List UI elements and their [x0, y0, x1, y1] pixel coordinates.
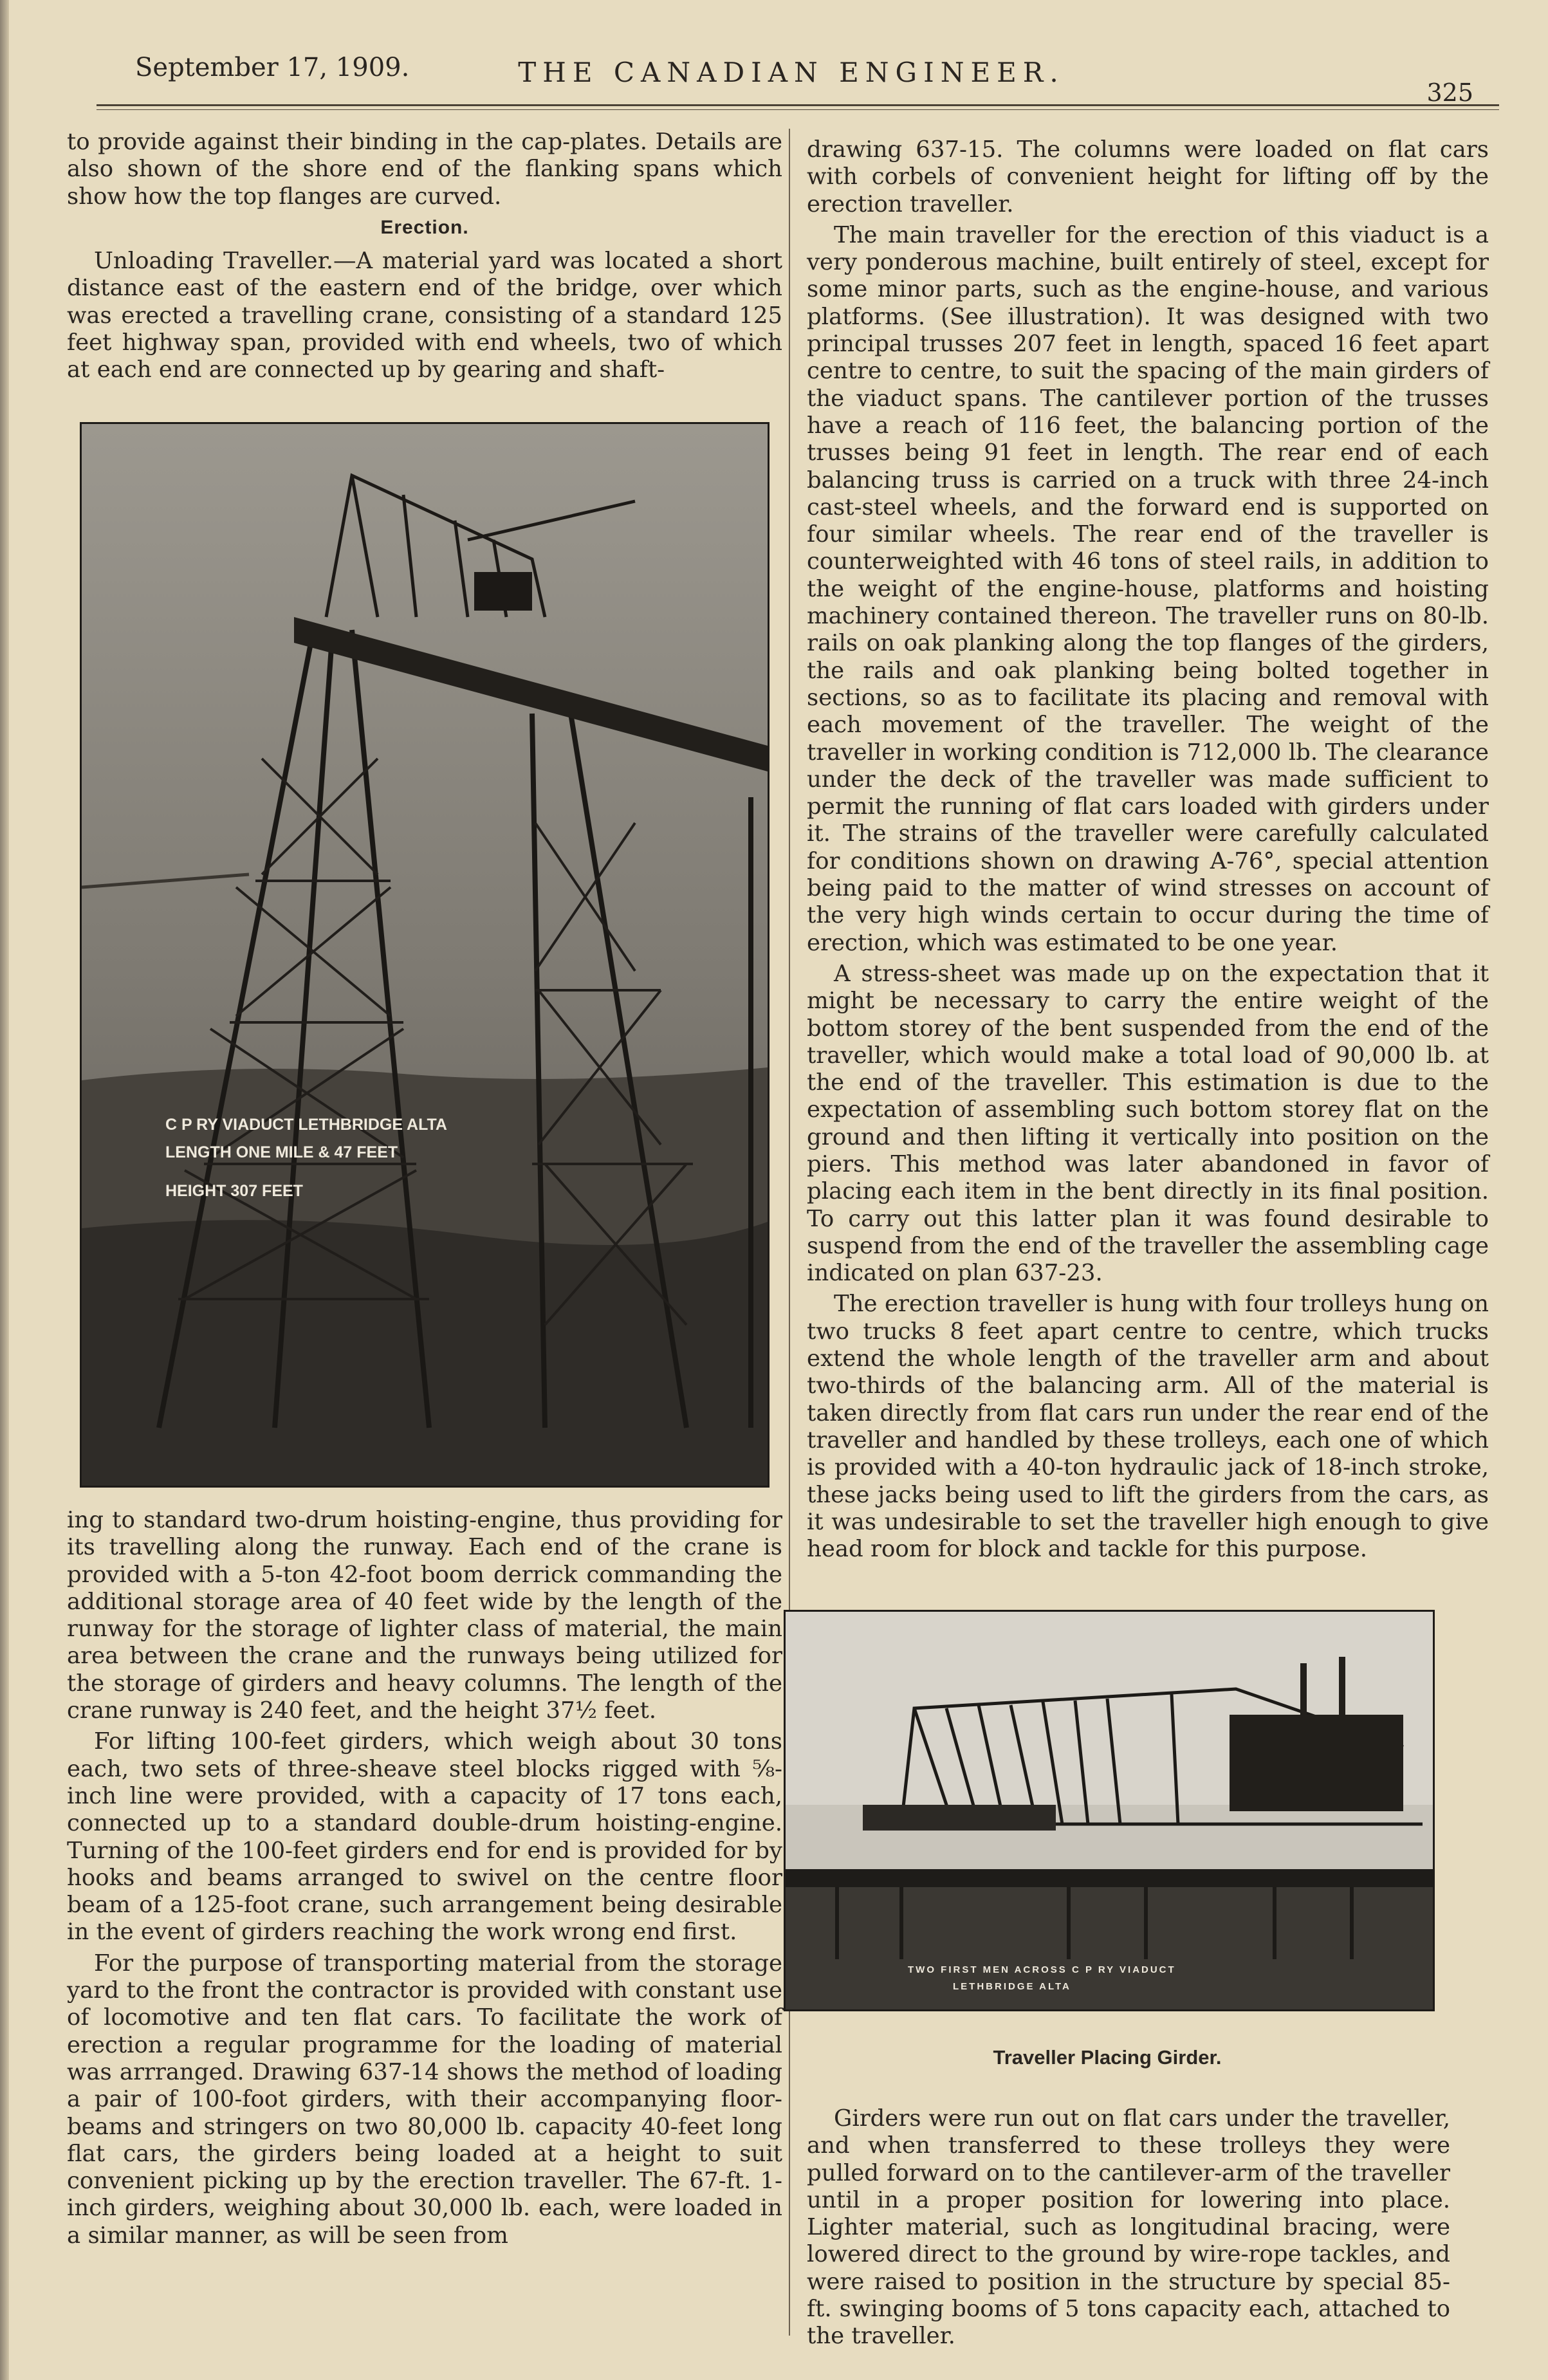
header-rule: [97, 104, 1499, 106]
transporting-material-paragraph: For the purpose of transporting material from the storage yard to the front the contractor is provided with constant use of locomotive and ten flat cars. To facilitate the work of erection a regular programme for the loading of material was arrranged. Drawing 637-14 shows the method of loading a pair of 100-foot girders, with their accompanying floor-beams and stringers on two 80,000 lb. capacity 40-feet long flat cars, the girders being loaded at a height to suit convenient picking up by the erection traveller. The 67-ft. 1-inch girders, weighing about 30,000 lb. each, were loaded in a similar manner, as will be seen from: [67, 1950, 782, 2249]
traveller-photo-caption: Traveller Placing Girder.: [993, 2046, 1222, 2069]
viaduct-photo-image: [82, 424, 768, 1486]
section-heading-erection: Erection.: [380, 216, 469, 238]
journal-title: THE CANADIAN ENGINEER.: [518, 57, 1065, 88]
stress-sheet-paragraph: A stress-sheet was made up on the expectation that it might be necessary to carry the entire weight of the bottom storey of the bent suspended from the end of the traveller, which would make a total load of 90,000 lb. at the end of the traveller. This estimation is due to the expectation of assembling such bottom storey flat on the ground and then lifting it vertically into position on the piers. This method was later abandoned in favor of placing each item in the bent directly in its final position. To carry out this latter plan it was found desirable to suspend from the end of the traveller the assembling cage indicated on plan 637-23.: [807, 960, 1489, 1287]
drawing-columns-paragraph: drawing 637-15. The columns were loaded on flat cars with corbels of convenient height for lifting off by the erection traveller.: [807, 136, 1489, 217]
lifting-girders-paragraph: For lifting 100-feet girders, which weigh about 30 tons each, two sets of three-sheave steel blocks rigged with ⅝-inch line were provided, with a capacity of 17 tons each, connected up to a standard double-drum hoisting-engine. Turning of the 100-feet girders end for end is provided for by hooks and beams arranged to swivel on the centre floor beam of a 125-foot crane, such arrangement being desirable in the event of girders reaching the work wrong end first.: [67, 1728, 782, 1946]
girders-run-out-paragraph: Girders were run out on flat cars under the traveller, and when transferred to these trolleys they were pulled forward on to the cantilever-arm of the traveller until in a proper position for lowering into place. Lighter material, such as longitudinal bracing, were lowered direct to the ground by wire-rope tackles, and were raised to position in the structure by special 85-ft. swinging booms of 5 tons capacity each, attached to the traveller.: [807, 2105, 1450, 2350]
traveller-photo-label-line2: LETHBRIDGE ALTA: [953, 1981, 1071, 1992]
traveller-photo: [784, 1610, 1435, 2011]
page-header: [97, 50, 1486, 107]
header-rule-thin: [97, 109, 1499, 110]
viaduct-photo-label-line3: HEIGHT 307 FEET: [165, 1182, 303, 1200]
right-column-top: [807, 136, 1489, 1567]
intro-paragraph: to provide against their binding in the cap-plates. Details are also shown of the shore end of the flanking spans which show how the top flanges are curved.: [67, 129, 782, 210]
viaduct-photo: [80, 422, 769, 1488]
page-binding-edge: [0, 0, 9, 2380]
left-column-bottom: [67, 1507, 782, 2253]
crane-runway-paragraph: ing to standard two-drum hoisting-engine, thus providing for its travelling along the runway. Each end of the crane is provided with a 5-ton 42-foot boom derrick commanding the additional storage area of 40 feet wide by the length of the runway for the storage of lighter class of material, the main area between the crane and the runways being utilized for the storage of girders and heavy columns. The length of the crane runway is 240 feet, and the height 37½ feet.: [67, 1507, 782, 1724]
right-column-bottom: [807, 2105, 1450, 2354]
left-column-top: [67, 129, 782, 388]
main-traveller-paragraph: The main traveller for the erection of this viaduct is a very ponderous machine, built entirely of steel, except for some minor parts, such as the engine-house, and various platforms. (See illustration). It was designed with two principal trusses 207 feet in length, spaced 16 feet apart centre to centre, to suit the spacing of the main girders of the viaduct spans. The cantilever portion of the trusses have a reach of 116 feet, the balancing portion of the trusses being 91 feet in length. The rear end of each balancing truss is carried on a truck with three 24-inch cast-steel wheels, and the forward end is supported on four similar wheels. The rear end of the traveller is counterweighted with 46 tons of steel rails, in addition to the weight of the engine-house, platforms and hoisting machinery contained thereon. The traveller runs on 80-lb. rails on oak planking along the top flanges of the girders, the rails and oak planking being bolted together in sections, so as to facilitate its placing and removal with each movement of the traveller. The weight of the traveller in working condition is 712,000 lb. The clearance under the deck of the traveller was made sufficient to permit the running of flat cars loaded with girders under it. The strains of the traveller were carefully calculated for conditions shown on drawing A-76°, special attention being paid to the matter of wind stresses on account of the very high winds certain to occur during the time of erection, which was estimated to be one year.: [807, 221, 1489, 956]
viaduct-photo-label-line1: C P RY VIADUCT LETHBRIDGE ALTA: [165, 1116, 447, 1134]
traveller-photo-image: [786, 1612, 1433, 2009]
header-date: September 17, 1909.: [135, 53, 410, 82]
page-number: 325: [1426, 78, 1473, 107]
viaduct-photo-label-line2: LENGTH ONE MILE & 47 FEET: [165, 1143, 398, 1161]
erection-traveller-paragraph: The erection traveller is hung with four trolleys hung on two trucks 8 feet apart centre to centre, which trucks extend the whole length of the traveller arm and about two-thirds of the balancing arm. All of the material is taken directly from flat cars run under the rear end of the traveller and handled by these trolleys, each one of which is provided with a 40-ton hydraulic jack of 18-inch stroke, these jacks being used to lift the girders from the cars, as it was undesirable to set the traveller high enough to give head room for block and tackle for this purpose.: [807, 1291, 1489, 1563]
unloading-traveller-paragraph: Unloading Traveller.—A material yard was located a short distance east of the eastern end of the bridge, over which was erected a travelling crane, consisting of a standard 125 feet highway span, provided with end wheels, two of which at each end are connected up by gearing and shaft-: [67, 248, 782, 383]
traveller-photo-label-line1: TWO FIRST MEN ACROSS C P RY VIADUCT: [908, 1964, 1176, 1975]
